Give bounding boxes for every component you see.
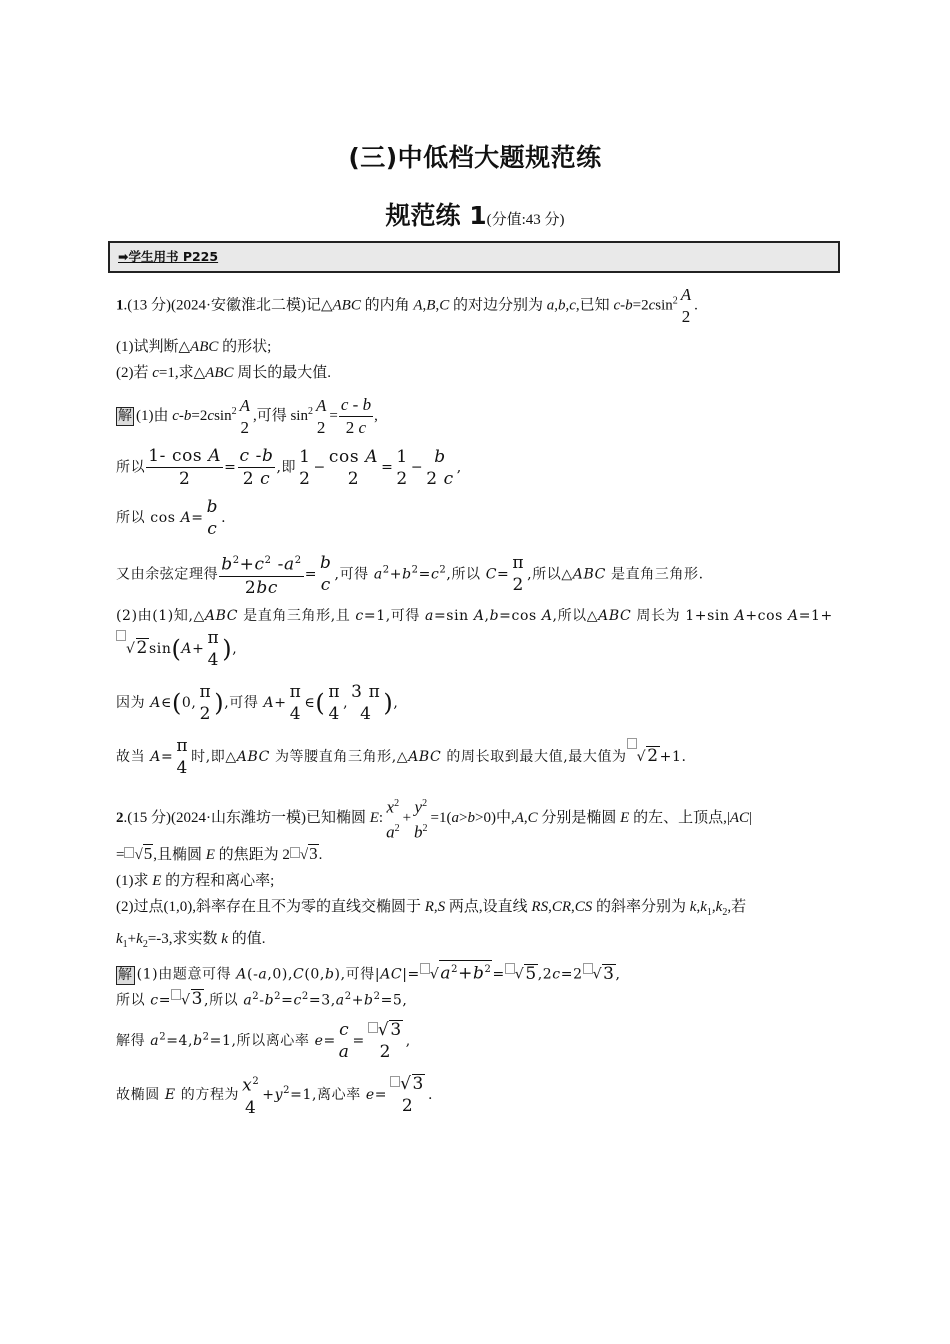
q1-sol-line6: √2sin(A+ π 4 ), (116, 627, 836, 671)
q2-stem-cont: = √5,且椭圆 E 的焦距为 2 √3. (116, 843, 323, 863)
q2-sol-line4: 故椭圆 E 的方程为 $x^2$ 4 $+y^2=1$,离心率 e= √3 2 . (116, 1074, 434, 1118)
section-title-text: 规范练 1 (385, 201, 487, 230)
problem-content (116, 284, 836, 1119)
q1-part2: (2)若 c=1,求△ABC 周长的最大值. (116, 365, 332, 381)
section-score: (分值:43 分) (486, 212, 565, 228)
section-title (0, 196, 950, 232)
q1-sol-line4: 又由余弦定理得 $\frac{b^2+c^2 -a^2}{2bc}$ = b c ,可得 $a^2+b^2=c^2$,所以 C= π 2 ,所以△ABC 是直角三角形. (116, 550, 836, 599)
q1-part1: (1)试判断△ABC 的形状; (116, 339, 272, 355)
q1-stem: 1.(13 分)(2024·安徽淮北二模)记△ABC 的内角 A,B,C 的对边分别为 a,b,c,已知 c-b=2csin$^2$ A 2 . (116, 285, 698, 326)
q1-sol-line5: (2)由(1)知,△ABC 是直角三角形,且 c=1,可得 a=sin A,b=cos A,所以△ABC 周长为 1+sin A+cos A=1+ (116, 607, 833, 624)
q1-sol-line7: 因为 A∈(0, π 2 ),可得 A+ π 4 ∈( π 4 , 3 π 4 ), (116, 681, 399, 724)
q1-sol-line3: 所以 cos A= b c . (116, 497, 227, 539)
q1-sol-line1: 解 (1)由 c-b=2csin$^2$ A 2 ,可得 $\sin^2$ A 2 = $\frac{c - b}{2 c}$ , (118, 395, 378, 437)
q2-stem: 2.(15 分)(2024·山东潍坊一模)已知椭圆 E: $x^2$ $a^2$ + $y^2$ $b^2$ =1(a>b>0)中,A,C 分别是椭圆 E 的左、上顶点,|AC| (116, 797, 753, 842)
q2-part2: (2)过点(1,0),斜率存在且不为零的直线交椭圆于 R,S 两点,设直线 RS,CR,CS 的斜率分别为 $k,k_1,k_2$,若 (116, 898, 747, 918)
q2-sol-line1: 解 (1)由题意可得 A(-a,0),C(0,b),可得$|AC|= √a^2+b^2= √5,2c=2$ √3, (116, 960, 836, 986)
q1-sol-line8: 故当 A= π 4 时,即△ABC 为等腰直角三角形,△ABC 的周长取到最大值,最大值为 √2+1. (116, 735, 687, 778)
q2-part1: (1)求 E 的方程和离心率; (116, 872, 275, 889)
page-title: (三)中低档大题规范练 (348, 143, 602, 172)
student-book-banner (108, 241, 840, 273)
q1-sol-line2: 所以 $\frac{\text{1- cos A}}{2}$ = $\frac{c -b}{2 c}$ ,即 1 2 − cos A 2 = 1 2 − b 2 c , (116, 446, 462, 489)
q1-solution-label: 解 (118, 407, 132, 424)
q2-part2-cont: $k_1+k_2=-3$,求实数 k 的值. (116, 930, 266, 950)
student-book-link[interactable]: ➡学生用书 P225 (118, 249, 219, 264)
q2-sol-line2: 所以 c= √3,所以 $a^2-b^2=c^2=3,a^2+b^2=5$, (116, 989, 408, 1010)
q2-solution-label: 解 (118, 966, 133, 983)
q2-sol-line3: 解得 $a^2=4,b^2=1$,所以离心率 e= c a = √3 2 , (116, 1020, 411, 1063)
